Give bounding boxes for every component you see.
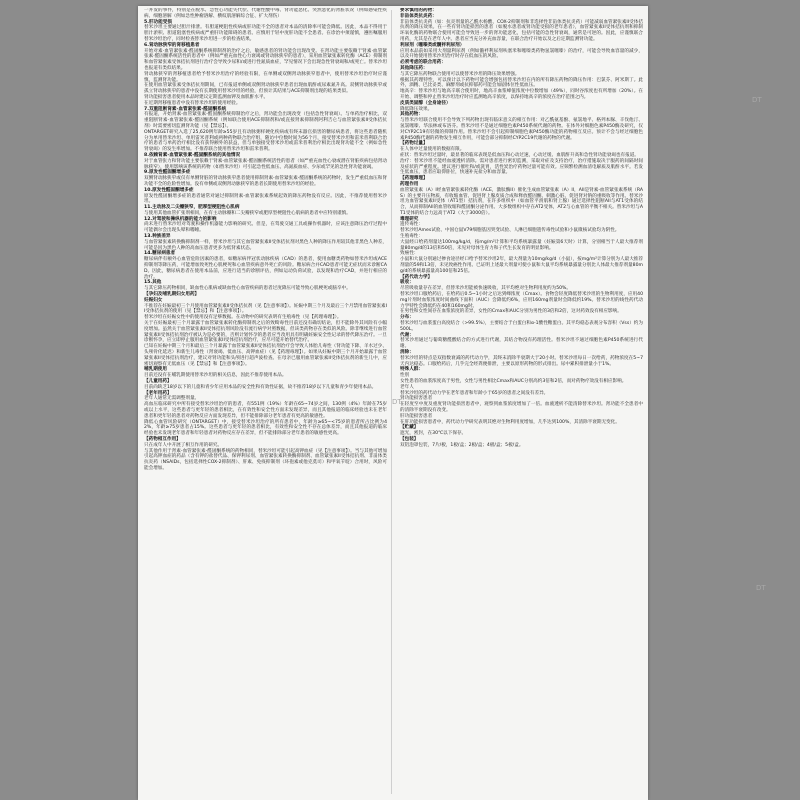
section-heading: 分布： bbox=[400, 315, 414, 321]
section-heading: 妊娠妇女 bbox=[144, 297, 163, 303]
paragraph: 与血管紧张素转换酶抑制剂一样，替米沙坦与其它血管紧张素II受体拮抗剂对黑色人种的降压作用较其他非黑色人种差，可能是因为黑色人种的高血压患者更多为低肾素状态。 bbox=[144, 239, 387, 251]
paragraph: 肾功能损害患者使用本品时建议定期监测血钾及血肌酐水平。 bbox=[144, 94, 269, 100]
paragraph: 肾动脉狭窄的肾移植患者给予替米沙坦治疗的经验有限，在单侧或双侧肾动脉狭窄患者中，使用替米沙坦治疗时应谨慎，监测肾功能。 bbox=[144, 71, 387, 83]
section-heading: 8.依赖肾素-血管紧张素-醛固酮系统的其他情况 bbox=[144, 152, 241, 158]
section-heading: 必须考虑的联合用药： bbox=[400, 60, 446, 66]
paragraph: 与替米沙坦联合使用不会导致下列药物出现有临床意义的相互作用：对乙酰氨基酚、氨氯地平、格列本脲、辛伐他汀、氢氯噻嗪、华法林或布洛芬。替米沙坦不是通过细胞色素P450系统代谢的药物。在体外对细胞色素P450酶及研究，仅对CYP2C19有轻微的抑制作用。替米沙坦不会引起抑制细胞色素P450酶功能的药物相互反应。预计不会与经过细胞色素P450酶代谢的药物发生相互作用，可能会部分抑制经CYP2C19代谢的药物的代谢。 bbox=[400, 118, 643, 141]
section-heading: 【药物相互作用】 bbox=[144, 436, 181, 442]
paragraph: 替米沙坦口服给药后，在给药后0.5~1小时之后达到峰浓度（Cmax）。食物会轻度降低替米沙坦的生物利用度，应用40mg片剂时血浆浓度时间曲线下面积（AUC）会降低约6%，应用160mg剂量时会降低约19%。替米沙坦的线性药代动力学特性会降低约在40和160mg时。 bbox=[400, 292, 643, 309]
paragraph: 根据其药理特性，可以预计以下药物可能会增强包括替米沙坦在内的所有降压药物的降压作用：巴氯芬、阿米斯丁。此外，酒精、巴比妥类、麻醉剂或抗抑郁药可能会加剧体位性低血压。 bbox=[400, 77, 643, 89]
section-heading: 13.种族差异 bbox=[144, 234, 171, 240]
section-heading: 9.原发性醛固酮增多症 bbox=[144, 170, 191, 176]
paragraph: 开始对素·血管紧张素·醛固酮系统抑制剂的治疗之后，敏感患者的肾功能会出现改变。在肾功能主要依赖于肾素·血管紧张素·醛固酮系统活性的患者中（例如严重充血性心力衰竭或肾动脉狭窄的患者），采用血管紧张素转化酶（ACE）抑制剂和血管紧张素受体拮抗剂进行治疗会导致少尿和/或进行性氮质血症，罕见情况下会出现急性肾衰竭和/或死亡。替米沙坦也报道有类似结果。 bbox=[144, 48, 387, 71]
section-heading: 吸收： bbox=[400, 280, 414, 286]
section-heading: 消除： bbox=[400, 350, 414, 356]
paragraph: 致癌性： bbox=[400, 251, 419, 257]
paragraph: 在男性和女性间存在血浆浓度的差异，女性的Cmax和AUC分别为男性的3倍和2倍，这对药效没有相应影响。 bbox=[400, 309, 622, 315]
paragraph: 目前还没有在哺乳期使用替米沙坦的相关信息，因此不推荐使用本品。 bbox=[144, 373, 287, 379]
paragraph: 降低心血管风险研究（ONTARGET）中，接受替米沙坦治疗的所有患者中，年龄为≥65~<75岁的患者所占比例为42%，年龄≥75岁患者占15%。这些患者与更年轻的患者相比，有效性和安全性不存在总体差异，而且其他报道的临床经验也未发现老年患者和年轻患者对药物反应存在差异，但不能排除部分老年患者的敏感性更高。 bbox=[144, 419, 387, 437]
paragraph: 原发性醛固酮增多症的患者通常对通过抑制肾素-血管紧张素系统起效的降压药物没有反应。因此，不推荐使用替米沙坦。 bbox=[144, 193, 387, 205]
section-heading: 特殊人群： bbox=[400, 367, 423, 373]
section-heading: 利尿剂（噻嗪类或髓袢利尿剂） bbox=[400, 42, 465, 48]
paragraph: 尽管吸收量存在差异，但替米沙坦能被快速吸收，其平均绝对生物利用度约为50%。 bbox=[400, 286, 571, 292]
left-text-column bbox=[144, 8, 387, 796]
paragraph: 老年人通常无需调整剂量。 bbox=[144, 396, 200, 402]
paragraph: 生殖毒性： bbox=[400, 234, 423, 240]
paragraph: 肾功能损害患者 bbox=[400, 396, 433, 402]
paragraph: 在使用血管紧张素受体拮抗剂期间，已有报道单侧或双侧肾动脉狭窄患者出现血肌酐或尿素氮升高。双侧肾动脉狭窄或孤立肾动脉狭窄的患者中没有长期使用替米沙坦的经验，但预计其结果与ACE抑制剂出现的结果类似。 bbox=[144, 83, 387, 95]
paragraph: 替米沙坦在妊娠女性中的使用没有足够数据。在动物中的研究表明有生殖毒性（见【药理毒理】）。 bbox=[144, 315, 342, 321]
section-heading: 【儿童用药】 bbox=[144, 379, 172, 384]
section-heading: 10.原发性醛固酮增多症 bbox=[144, 187, 194, 193]
right-text-column bbox=[400, 8, 643, 796]
paragraph: 症状：替米沙坦过量时，最显著的临床表现是低血压和心动过速，心动过缓、血肌酐升高和急性肾功能衰竭也有报道。 bbox=[400, 152, 639, 158]
paragraph: 与其它降压药物相同，缺血性心肌病或缺血性心血管疾病的患者过度降压可能导致心肌梗死或脑卒中。 bbox=[144, 286, 351, 292]
watermark: DT bbox=[392, 398, 402, 406]
paragraph: 血管紧张素（A）I经血管紧张素转化酶（ACE，激肽酶II）催化生成血管紧张素（A）II，AII是肾素-血管紧张素系统（RAS）的主要升压物质，有收缩血管、促进肾上腺皮质合成和释放醛固酮、刺激心脏、促进肾对钠的重吸收等作用。替米沙坦为血管紧张素II受体（AT1型）拮抗剂，在许多组织中（如血管平滑肌和肾上腺）通过选择性阻断AII与AT1受体的结合，从而抑制AII的血管收缩和醛固酮分泌作用。大多数组织中存在AT2受体，AT2与心血管的平衡不相关。替米沙坦与AT1受体的结合力远高于AT2（大于3000倍）。 bbox=[400, 187, 643, 216]
section-heading: 【药理毒理】 bbox=[400, 176, 428, 182]
section-heading: 【药代动力学】 bbox=[400, 274, 433, 280]
section-heading: 6.肾动脉狭窄的肾移植患者 bbox=[144, 42, 200, 48]
paragraph: 替米沙坦的药代动力学在老年患者和年龄小于65岁的患者之间没有差异。 bbox=[400, 390, 549, 396]
section-heading: 其他药物： bbox=[400, 112, 423, 118]
paragraph: 替米沙坦Ames试验、中国仓鼠V79细胞基因突变试验、人淋巴细胞遗传毒性试验和小鼠微核试验均为阴性。 bbox=[400, 228, 620, 234]
paragraph: 治疗：替米沙坦不能经血液透析清除。需对患者进行密切监测，采取对症及支持治疗，治疗措施取决于服药的间隔时间及症状的严重程度。建议进行催吐和/或洗胃，活性炭治疗药物过量可能有效。应频繁检测血清电解质及肌酐水平。若发生低血压，患者应取仰卧位，快速补充盐分和血容量。 bbox=[400, 158, 643, 176]
paragraph: 非甾体类抗炎药（如：抗炎剂量的乙酰水杨酸、COX-2抑制剂和非选择性非甾体类抗炎药）可能减弱血管紧张素II受体拮抗剂的降压效果。在一些有肾功能损害的患者（如脱水患者或肾功能受损的老年患者），血管紧张素II受体拮抗剂和抑制环氧化酶的药物联合使用可能会导致进一步的肾功能恶化，包括可能的急性肾衰竭，通常是可逆的。因此，应谨慎联合用药，尤其是在老年人中。患者应当充分补充血容量，在联合治疗开始以及之后定期监测肾功能。 bbox=[400, 19, 643, 42]
paragraph: 糖尿病伴有额外心血管危险因素的患者，如糖尿病伴冠状动脉疾病（CAD）的患者，使用血糖类药物如替米沙坦或ACE抑制剂等降压药，可能增加致死性心肌梗死和心血管疾病意外死亡的风险。糖尿病合并CAD患者可能无症状而未诊断CAD。因此，糖尿病患者在使用本品前，应进行适当的诊断评估，例如运动负荷试验，以发现和治疗CAD，并进行相应的治疗。 bbox=[144, 257, 387, 280]
paragraph: 与使用其他血管扩张剂相同，在有主动脉瓣和二尖瓣狭窄或肥厚型梗阻性心肌病的患者中应特别谨慎。 bbox=[144, 210, 351, 216]
paragraph: 在肝功能损害患者中，药代动力学研究表明其绝对生物利用度增加，几乎达到100%，其清除半衰期无变化。 bbox=[400, 419, 620, 425]
section-heading: 15.其他 bbox=[144, 280, 162, 286]
paragraph: 遗传毒性： bbox=[400, 222, 423, 228]
section-heading: 12.对驾驶和操纵机器的能力的影响 bbox=[144, 216, 217, 222]
paragraph: 不推荐在妊娠最初三个月使用血管紧张素II受体拮抗剂（见【注意事项】）。妊娠中期三个月及最后三个月禁用血管紧张素II受体拮抗剂的使用（见【禁忌】和【注意事项】）。 bbox=[144, 303, 387, 315]
paragraph: 双侧肾动脉狭窄或仅有单侧肾脏的肾动脉狭窄患者使用抑制肾素-血管紧张素-醛固酮系统的药物时，发生严重低血压和肾功能不全的危险性增加。没有单侧或双侧肾动脉狭窄的患者长期使用替米沙坦的经验。 bbox=[144, 176, 387, 187]
section-heading: 5.肝功能受损 bbox=[144, 19, 172, 25]
section-heading: 皮质类固醇（全身途径） bbox=[400, 100, 451, 106]
paragraph: 高血压临床研究中所有接受替米沙坦治疗的患者，有551例（19%）年龄在65~74岁之间，130例（4%）年龄在75岁或以上水平，这些患者与更年轻的患者相比，在有效性和安全性方面未发现差异，而且其他报道的临床经验也未在老年患者和更年轻的患者对药物反应方面发现差异，但不能排除部分老年患者有更高的敏感性。 bbox=[144, 402, 387, 419]
paragraph: 应用本品前如采用大剂量利尿剂（例如髓袢利尿剂呋塞米和噻嗪类药物氢氯噻嗪）的治疗，可能会导致血容量的减少，以及开始使用替米沙坦治疗时存在低血压的风险。 bbox=[400, 48, 643, 60]
paragraph: 关于在妊娠最初三个月暴露于血管紧张素转化酶抑制剂之后的致畸毒性目前还没有确切结论，但不能除外其风险有小幅度增加。虽然关于血管紧张素II受体拮抗剂风险没有流行病学对照数据，但该类药物存在类似的风险。除非继续进行血管紧张素II受体拮抗剂治疗被认为是必要的，否则计划怀孕的患者应当改用具有明确妊娠安全性记录的替代降压治疗。一旦诊断怀孕，应立即停止服用血管紧张素II受体拮抗剂治疗，应尽可能开始替代治疗。 bbox=[144, 321, 387, 344]
paragraph: 性别 bbox=[400, 373, 410, 379]
paragraph: 在近期肾移植患者中没有替米沙坦的使用经验。 bbox=[144, 100, 241, 106]
paragraph: 肝功能损害患者 bbox=[400, 413, 433, 419]
paragraph: 地高辛：替米沙坦与地高辛联合使用时，地高辛血浆峰值浓度中位数增加（49%），同时谷浓度也有所增加（20%）。在开始、调整和停止替米沙坦治疗时应监测地高辛浓度，以保持地高辛的浓度在治疗范围之内。 bbox=[400, 89, 643, 100]
section-heading: 14.糖尿病患者 bbox=[144, 251, 176, 257]
paragraph: 女性患者的血浆浓度高于男性，女性与男性相比Cmax和AUC分别高约3倍和2倍，而对药物疗效没有相应影响。 bbox=[400, 379, 627, 384]
paragraph: 已知在妊娠中期三个月和最后三个月暴露于血管紧张素II受体拮抗剂治疗会导致人体胎儿毒性（肾功能下降、羊水过少、头颅骨化延迟）和新生儿毒性（肾衰竭、低血压、高钾血症）（见【药理毒理】）。如果从妊娠中期三个月开始暴露于血管紧张素II受体拮抗剂治疗，建议对肾功能和头颅进行超声波检查。在母亲已服用血管紧张素II受体拮抗剂的新生儿中，应密切观察有无低血压（见【禁忌】和【注意事项】）。 bbox=[144, 344, 387, 367]
paragraph: 有报道，开始肾素-血管紧张素-醛固酮系统抑制治疗之后，肾功能会出现改变（包括急性肾衰竭）。与单药治疗相比，双重阻断肾素-血管紧张素-醛固酮系统（例如联合使用ACE抑制剂和/或直接肾素抑制剂阿利吉仑与血管紧张素II受体拮抗剂）时需要密切监测肾功能（见【禁忌】）。 bbox=[144, 112, 387, 129]
section-heading: 药理作用 bbox=[400, 181, 419, 187]
paragraph: 替米沙坦的特点是双指数衰减的药代动力学，其终末消除半衰期大于20小时。替米沙坦每日一次给药，药物浓度在5~7天内达稳态。口服给药后，几乎完全经粪便排泄，主要以原形药物的形式排出。尿中累积排泄量小于1%。 bbox=[400, 355, 643, 367]
section-heading: 7.双重阻断肾素-血管紧张素-醛固酮系统 bbox=[144, 106, 227, 112]
paragraph: 一并发的事件，特别是在脱水、急性心功能失代偿、代谢性酸中毒、肾功能恶化、突然恶化的肾脏状况（例如感染性疾病、细胞溶解（例如急性肿瘤溶解、横纹肌溶解综合征、扩大剂伤） bbox=[144, 8, 387, 19]
section-heading: 【包装】 bbox=[400, 436, 419, 442]
paragraph: 对于血管张力和肾功能主要依赖于肾素-血管紧张素-醛固酮系统活性的患者（如严重充血性心衰或潜在肾脏疾病包括肾动脉狭窄），使用影响该系统的药物（如替米沙坦）可引起急性低血压、高氮质血症、少尿或罕见的急性肾功能衰竭。 bbox=[144, 158, 387, 170]
section-heading: 其他降压药： bbox=[400, 65, 428, 71]
paragraph: 与其他作用于肾素-血管紧张素-醛固酮系统的药物相同，替米沙坦可能引起高钾血症（见【注意事项】）。当与其他可增加引起高钾血症的药品（含有钾的盐替代品、保钾利尿剂、血管紧张素转换酶抑制剂、血管紧张素II受体拮抗剂、非甾体类抗炎药（NSAIDs，包括选择性COX-2抑制剂）、肝素、免疫抑制剂（环孢素或他克莫司）和甲氧苄啶）合用时，风险可能会增加。 bbox=[144, 448, 387, 471]
paragraph: 老年人 bbox=[400, 384, 414, 390]
paragraph: 降低降压效果。 bbox=[400, 106, 433, 112]
section-heading: 要求慎用的药物： bbox=[400, 8, 437, 13]
paragraph: 双铝泡罩包装，7片/板，1板/盒；2板/盒；4板/盒；5板/盒。 bbox=[400, 442, 524, 448]
paragraph: 小鼠和大鼠分别通过掺食途径经口给予替米沙坦2年，最大剂量为10mg/kg/d（小鼠），按mg/m²计算分别为人最大推荐剂量的59和13倍，未见致癌性作用。已证明上述最大剂量可使小鼠和大鼠平均系统暴露量分别比人体最大推荐剂量80mg/d的系统暴露量高100倍和25倍。 bbox=[400, 257, 643, 274]
section-heading: 【贮藏】 bbox=[400, 425, 419, 431]
paragraph: 替米沙坦主要通过胆汁排泄。有胆道梗阻性疾病或肝功能不全的患者对本品的清除率可能会降低。因此，本品不得用于胆汁淤积、胆道阻塞性疾病或严重肝功能障碍的患者。应慎用于轻中度肝功能不全患者。在诊治中须谨慎，遵医嘱服用替米沙坦治疗，同时检查替米沙坦进一步的检查结果。 bbox=[144, 25, 387, 42]
section-heading: 毒理研究 bbox=[400, 216, 419, 222]
paragraph: 只在成年人中开展了相互作用的研究。 bbox=[144, 442, 223, 448]
section-heading: 【药物过量】 bbox=[400, 141, 428, 147]
paragraph: ONTARGET研究入选了25,620例年龄≥55岁且有动脉粥样硬化疾病或有终末器官损害的糖尿病患者，将这些患者随机分为单用替米沙坦、单用雷米普利或两种药物联合治疗组，随访中位数时间为56个月，接受替米沙坦和雷米普利联合治疗的患者与单药治疗相比没有获得额外的获益，但与单独接受替米沙坦或雷米普利治疗相比出现肾功能不全（例如急性肾衰竭）的发生率增加。不推荐联合使用替米沙坦和雷米普利。 bbox=[144, 129, 387, 153]
paragraph: 遮光，密封，在30℃以下保存。 bbox=[400, 431, 467, 437]
paragraph: 在轻度至中度及重度肾功能损害患者中，观察到血浆浓度增加了一倍。血液透析不能清除替米沙坦。肾功能不全患者中的清除半衰期没有改变。 bbox=[400, 402, 643, 413]
section-heading: 【孕妇及哺乳期妇女用药】 bbox=[144, 292, 200, 298]
watermark: DT bbox=[752, 96, 762, 104]
section-heading: 代谢： bbox=[400, 332, 414, 338]
paragraph: 在人体中过量使用的数据有限。 bbox=[400, 147, 465, 153]
section-heading: 【老年用药】 bbox=[144, 390, 172, 396]
watermark: DT bbox=[756, 584, 766, 592]
section-heading: 哺乳期使用 bbox=[144, 367, 167, 373]
paragraph: 替米沙坦与血浆蛋白高度结合（>99.5%），主要结合于白蛋白和α-1酸性糖蛋白。其平均稳态表观分布容积（Vss）约为500L。 bbox=[400, 321, 643, 332]
section-heading: 11.主动脉及二尖瓣狭窄，肥厚型梗阻性心肌病 bbox=[144, 205, 240, 211]
paragraph: 尚未进行替米沙坦对驾驶和操作机器能力影响的研究。但是，在驾驶交通工具或操作机器时，应该注意降压治疗过程中可能偶尔会出现头晕和嗜睡。 bbox=[144, 222, 387, 234]
paragraph: 替米沙坦通过与葡萄糖醛酸结合的方式进行代谢，其结合物没有药理活性。替米沙坦不通过细胞色素P450系统进行代谢。 bbox=[400, 338, 643, 350]
paragraph: 目前尚缺乏18岁以下的儿童和青少年应用本品的安全性和有效性证据，故不推荐18岁以下儿童和青少年使用本品。 bbox=[144, 384, 377, 390]
paragraph: 与其它降压药物联合使用可以使替米沙坦的降压效果增强。 bbox=[400, 71, 520, 77]
paragraph: 大鼠经口给药剂量达100mg/kg/d，按mg/m²计算和平均系统暴露量（妊娠第6天时）计算，分别相当于人最大推荐剂量80mg/d的13倍和50倍，未见对母体生育力和子代生长发育的明显影响。 bbox=[400, 239, 643, 251]
section-heading: 非甾体类抗炎药： bbox=[400, 13, 437, 19]
